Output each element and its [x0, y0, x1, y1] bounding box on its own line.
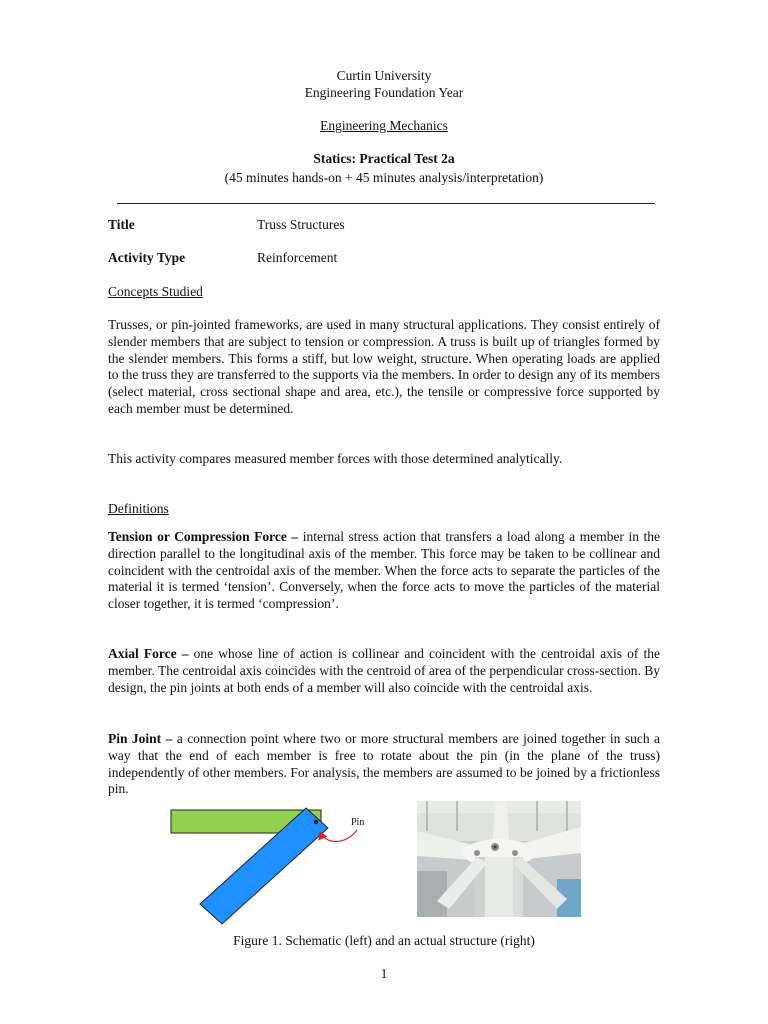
program-name: Engineering Foundation Year: [304, 85, 464, 100]
course-name: Engineering Mechanics: [320, 118, 448, 133]
concepts-paragraph: Trusses, or pin-jointed frameworks, are used in many structural applications. They consist entirely of slender members that are subject to tension or compression. A truss is built up of triangles formed by the slender members. This forms a stiff, but low weight, structure. When operating loads are applied to the truss they are transferred to the supports via the members. In order to design any of its members (select material, cross sectional shape and area, etc.), the tensile or compressive force supported by each member must be determined.: [108, 317, 660, 416]
axial-term: Axial Force –: [108, 646, 189, 661]
pin-term: Pin Joint –: [108, 731, 173, 746]
axial-definition: [108, 646, 660, 696]
tension-term: Tension or Compression Force –: [108, 529, 299, 544]
pin-arrow: [320, 830, 357, 842]
pin-definition: [108, 731, 660, 798]
pin-text: a connection point where two or more structural members are joined together in such a way that the end of each member is free to rotate about the pin (in the plane of the truss) independently of other members. For analysis, the members are assumed to be joined by a frictionless pin.: [108, 731, 661, 797]
title-value: Truss Structures: [257, 217, 345, 232]
test-title: Statics: Practical Test 2a: [313, 151, 455, 166]
tension-text: internal stress action that transfers a load along a member in the direction parallel to the longitudinal axis of the member. This force may be taken to be collinear and coincident with the centroidal axis of the member. When the force acts to separate the particles of the material it is termed ‘tension’. Conversely, when the force acts to move the particles of the material closer together, it is termed ‘compression’.: [108, 529, 660, 612]
test-duration: (45 minutes hands-on + 45 minutes analysis/interpretation): [224, 170, 544, 185]
header-divider: [117, 203, 655, 204]
activity-label: Activity Type: [108, 250, 186, 265]
definitions-heading: Definitions: [108, 501, 169, 516]
concepts-heading: Concepts Studied: [108, 284, 203, 299]
activity-value: Reinforcement: [257, 250, 338, 265]
pin-dot: [314, 820, 318, 824]
figure-caption: Figure 1. Schematic (left) and an actual structure (right): [233, 933, 535, 948]
pin-label: Pin: [351, 817, 365, 828]
tension-definition: [108, 529, 660, 613]
page-number: 1: [380, 966, 388, 981]
university-name: Curtin University: [336, 68, 432, 83]
axial-text: one whose line of action is collinear and coincident with the centroidal axis of the member. The centroidal axis coincides with the centroid of area of the perpendicular cross-section. By design, the pin joints at both ends of a member will also coincide with the centroidal axis.: [108, 646, 660, 695]
title-label: Title: [108, 217, 135, 232]
activity-note: This activity compares measured member forces with those determined analytically.: [108, 451, 563, 466]
actual-structure-photo: [417, 801, 581, 917]
